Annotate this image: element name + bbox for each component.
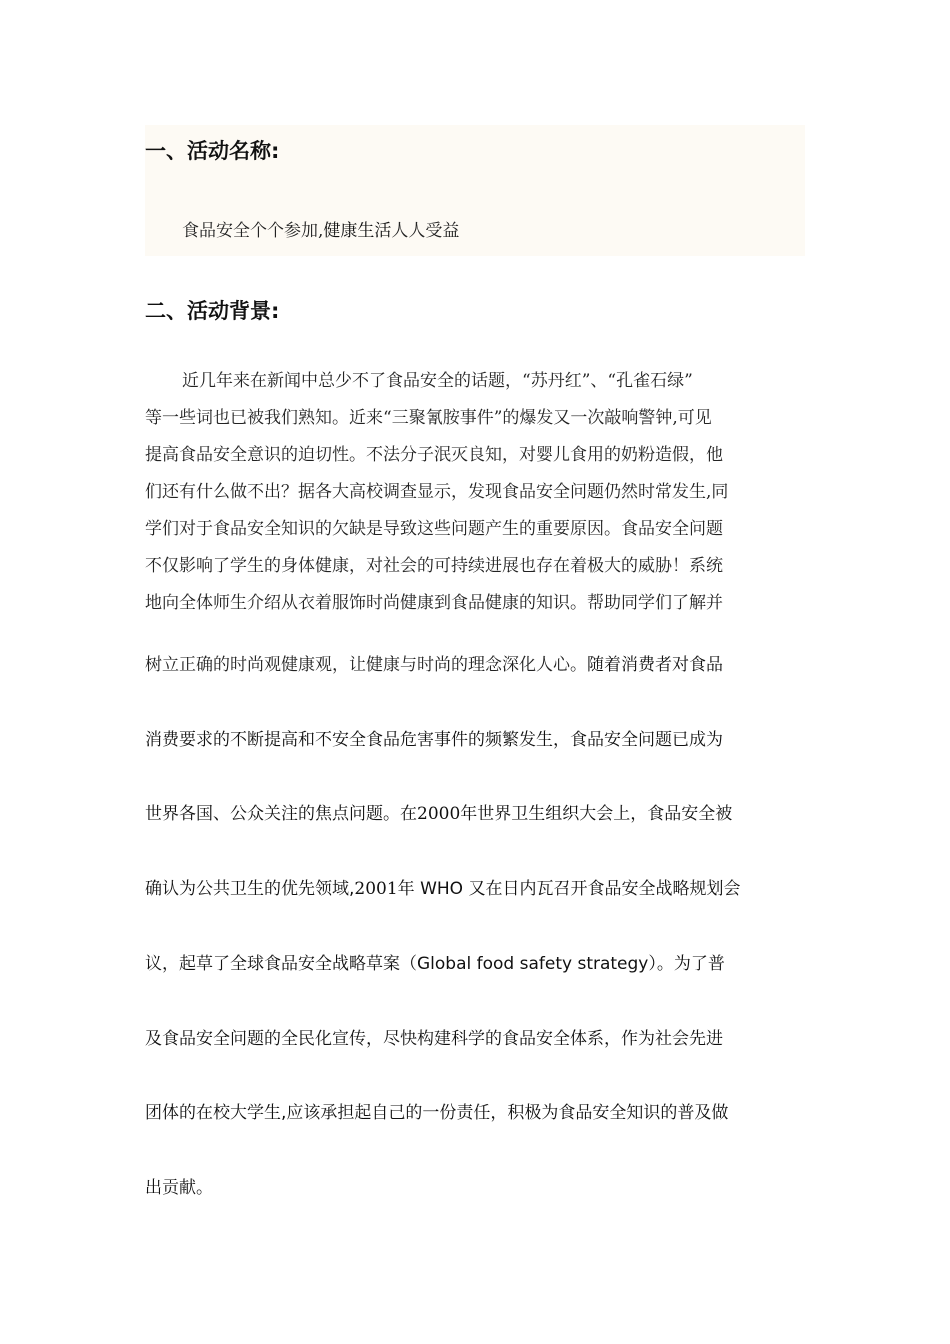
paragraph-line-part: 确认为公共卫生的优先领域, bbox=[145, 879, 355, 899]
paragraph-line bbox=[145, 653, 810, 677]
paragraph-line: 学们对于食品安全知识的欠缺是导致这些问题产生的重要原因。食品安全问题 bbox=[145, 519, 723, 539]
paragraph-line: 近几年来在新闻中总少不了食品安全的话题，“苏丹红”、“孔雀石绿” bbox=[182, 371, 693, 391]
year-2001: 2001 bbox=[354, 879, 398, 899]
paragraph-line-part: 世界各国、公众关注的焦点问题。在 bbox=[145, 804, 417, 824]
paragraph-line: 议，起草了全球食品安全战略草案（Global food safety strategy）。为了普 bbox=[145, 954, 725, 974]
section-heading-activity-background: 二、活动背景: bbox=[145, 299, 280, 323]
paragraph-line bbox=[145, 802, 810, 826]
paragraph-line-part: 年世界卫生组织大会上，食品安全被 bbox=[460, 804, 733, 824]
paragraph-line-part: 年 WHO 又在日内瓦召开食品安全战略规划会 bbox=[397, 879, 741, 899]
paragraph-line: 等一些词也已被我们熟知。近来“三聚氰胺事件”的爆发又一次敲响警钟,可见 bbox=[145, 408, 712, 428]
paragraph-line: 地向全体师生介绍从衣着服饰时尚健康到食品健康的知识。帮助同学们了解并 bbox=[145, 593, 723, 613]
paragraph-line: 及食品安全问题的全民化宣传，尽快构建科学的食品安全体系，作为社会先进 bbox=[145, 1029, 723, 1049]
paragraph-line: 团体的在校大学生,应该承担起自己的一份责任，积极为食品安全知识的普及做 bbox=[145, 1103, 729, 1123]
paragraph-line: 出贡献。 bbox=[145, 1178, 213, 1198]
activity-name-part2: 健康生活 bbox=[323, 221, 392, 241]
paragraph-line: 不仅影响了学生的身体健康，对社会的可持续进展也存在着极大的威胁！系统 bbox=[145, 556, 723, 576]
paragraph-line: 们还有什么做不出？据各大高校调查显示，发现食品安全问题仍然时常发生,同 bbox=[145, 482, 729, 502]
paragraph-line-part: 树立正确的时尚观健康观，让健康与时尚的理念深化人心。 bbox=[145, 655, 587, 675]
year-2000: 2000 bbox=[417, 804, 461, 824]
activity-name-part3: 人人受益 bbox=[391, 221, 460, 241]
paragraph-line bbox=[145, 877, 810, 901]
paragraph-line-part: 随着消费者对食品 bbox=[587, 655, 723, 675]
paragraph-line: 消费要求的不断提高和不安全食品危害事件的频繁发生，食品安全问题已成为 bbox=[145, 730, 723, 750]
paragraph-line: 提高食品安全意识的迫切性。不法分子泯灭良知，对婴儿食用的奶粉造假，他 bbox=[145, 445, 723, 465]
section-heading-activity-name: 一、活动名称: bbox=[145, 139, 280, 163]
activity-name-text bbox=[145, 219, 847, 243]
activity-name-part1: 食品安全个个参加, bbox=[182, 221, 324, 241]
